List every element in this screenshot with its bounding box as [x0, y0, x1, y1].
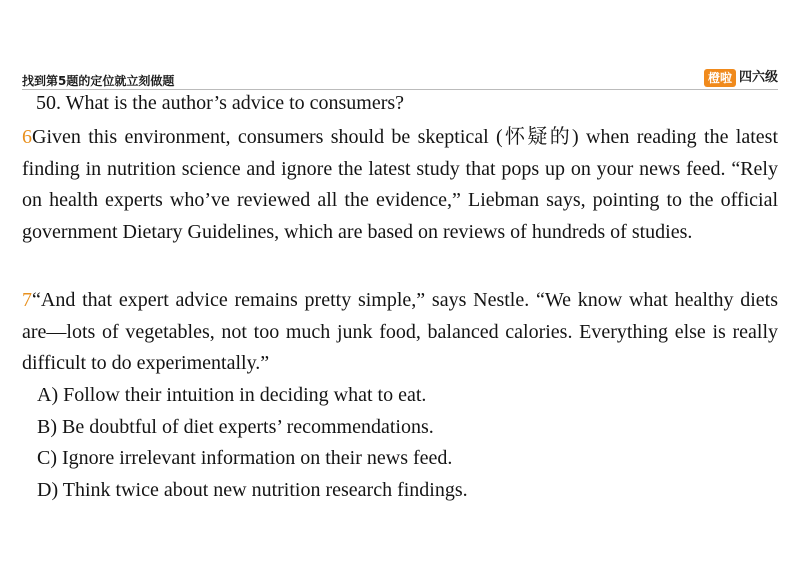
paragraph-number: 7 [22, 289, 32, 311]
paragraph-text: “And that expert advice remains pretty simple,” says Nestle. “We know what healthy diets are—lots of vegetables, not too much junk food, balanced calories. Everything else is really difficult to do experimentally.” [22, 289, 778, 374]
brand-mark [704, 69, 778, 87]
brand-tag: 四六级 [738, 70, 778, 85]
passage-paragraph-7 [22, 285, 778, 380]
question-title: 50. What is the author’s advice to consumers? [36, 92, 405, 114]
brand-logo: 橙啦 [704, 69, 736, 87]
answer-options [37, 380, 468, 506]
option-a[interactable]: A) Follow their intuition in deciding what to eat. [37, 384, 427, 406]
paragraph-number: 6 [22, 126, 32, 148]
option-d[interactable]: D) Think twice about new nutrition research findings. [37, 478, 468, 501]
option-c[interactable]: C) Ignore irrelevant information on their news feed. [37, 447, 453, 469]
paragraph-text: Given this environment, consumers should be skeptical (怀疑的) when reading the latest finding in nutrition science and ignore the latest study that pops up on your news feed. “Rely on health experts who’ve reviewed all the evidence,” Liebman says, pointing to the official government Dietary Guidelines, which are based on reviews of hundreds of studies. [22, 126, 778, 243]
passage-paragraph-6 [22, 122, 778, 248]
option-b[interactable]: B) Be doubtful of diet experts’ recommendations. [37, 415, 434, 438]
instruction-hint: 找到第5题的定位就立刻做题 [22, 74, 175, 88]
